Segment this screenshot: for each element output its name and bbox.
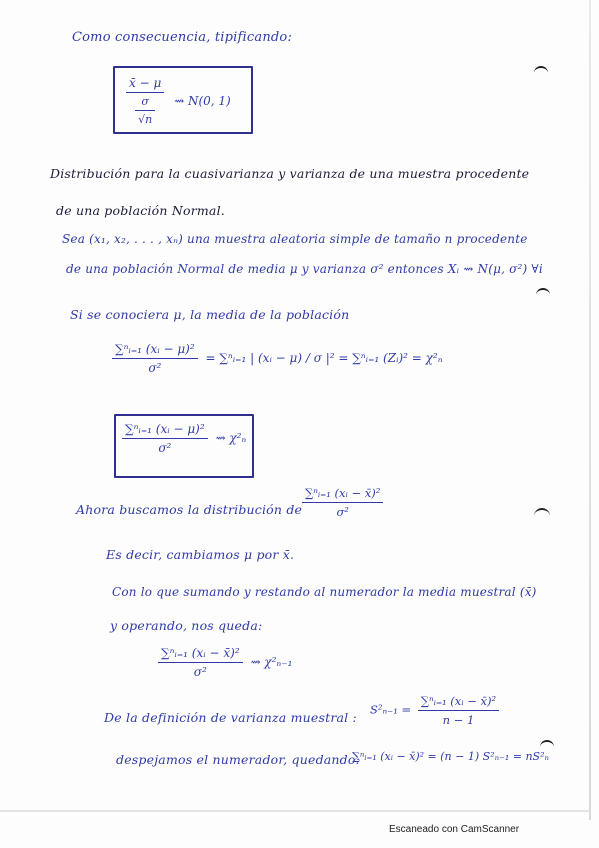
camscanner-footer: Escaneado con CamScanner xyxy=(389,824,520,835)
text-si-conociera: Si se conociera μ, la media de la población xyxy=(70,307,350,322)
corner-mark xyxy=(534,508,550,518)
formula-sigma: σ xyxy=(141,95,149,109)
formula-standardized-mean xyxy=(126,76,231,126)
formula-normal-01: ⇝ N(0, 1) xyxy=(174,93,231,108)
formula-s-squared-n-minus-1: S²ₙ₋₁ = xyxy=(370,702,412,717)
page-edge-right xyxy=(589,0,591,820)
formula-sigma-squared: σ² xyxy=(158,441,172,456)
formula-sum-squares-xbar: ∑ⁿᵢ₌₁ (xᵢ − x̄)² xyxy=(305,486,381,500)
heading-distribucion: Distribución para la cuasivarianza y varianza de una muestra procedente xyxy=(50,166,530,181)
text-definicion-varianza: De la definición de varianza muestral : xyxy=(104,710,357,725)
text-poblacion-media: de una población Normal de media μ y varianza σ² entonces Xᵢ ⇝ N(μ, σ²) ∀i xyxy=(66,262,543,276)
formula-chi-n xyxy=(122,422,246,455)
formula-sum-z-squared: = ∑ⁿᵢ₌₁ | (xᵢ − μ) / σ |² = ∑ⁿᵢ₌₁ (Zᵢ)² = χ²ₙ xyxy=(205,351,443,366)
page-edge-bottom xyxy=(0,810,590,812)
formula-target-distribution xyxy=(302,486,383,519)
formula-chi-n-minus-1-rhs: ⇝ χ²ₙ₋₁ xyxy=(250,655,293,670)
formula-numerator: x̄ − μ xyxy=(129,76,162,90)
text-despejamos: despejamos el numerador, quedando: xyxy=(116,752,361,767)
corner-mark xyxy=(536,288,550,298)
heading-poblacion-normal: de una población Normal. xyxy=(56,203,225,218)
text-es-decir: Es decir, cambiamos μ por x̄. xyxy=(106,547,295,562)
text-como-consecuencia: Como consecuencia, tipificando: xyxy=(72,30,293,45)
formula-sum-squares-xbar: ∑ⁿᵢ₌₁ (xᵢ − x̄)² xyxy=(420,694,497,708)
formula-sigma-squared: σ² xyxy=(193,665,207,680)
corner-mark xyxy=(534,66,548,76)
formula-sum-squares: ∑ⁿᵢ₌₁ (xᵢ − μ)² xyxy=(125,422,205,436)
formula-n-minus-1: n − 1 xyxy=(442,713,475,728)
formula-sqrt-n: √n xyxy=(138,113,153,127)
text-sea-muestra: Sea (x₁, x₂, . . . , xₙ) una muestra aleatoria simple de tamaño n procedente xyxy=(62,232,528,246)
formula-chi-n-rhs: ⇝ χ²ₙ xyxy=(215,431,247,446)
formula-chi-n-minus-1 xyxy=(158,646,292,679)
formula-sum-squares-xbar: ∑ⁿᵢ₌₁ (xᵢ − x̄)² xyxy=(161,646,240,660)
formula-sigma-squared: σ² xyxy=(148,361,162,376)
text-operando: y operando, nos queda: xyxy=(110,618,263,633)
formula-sample-variance xyxy=(370,694,499,727)
text-sumando-restando: Con lo que sumando y restando al numerador la media muestral (x̄) xyxy=(112,585,537,599)
formula-sum-squares: ∑ⁿᵢ₌₁ (xᵢ − μ)² xyxy=(115,342,195,356)
formula-numerator-solved: ∑ⁿᵢ₌₁ (xᵢ − x̄)² = (n − 1) S²ₙ₋₁ = nS²ₙ xyxy=(352,750,549,763)
formula-sigma-squared: σ² xyxy=(336,505,349,520)
corner-mark xyxy=(540,740,554,750)
formula-chi-square-known-mean xyxy=(112,342,443,375)
text-ahora-buscamos: Ahora buscamos la distribución de xyxy=(76,502,303,517)
